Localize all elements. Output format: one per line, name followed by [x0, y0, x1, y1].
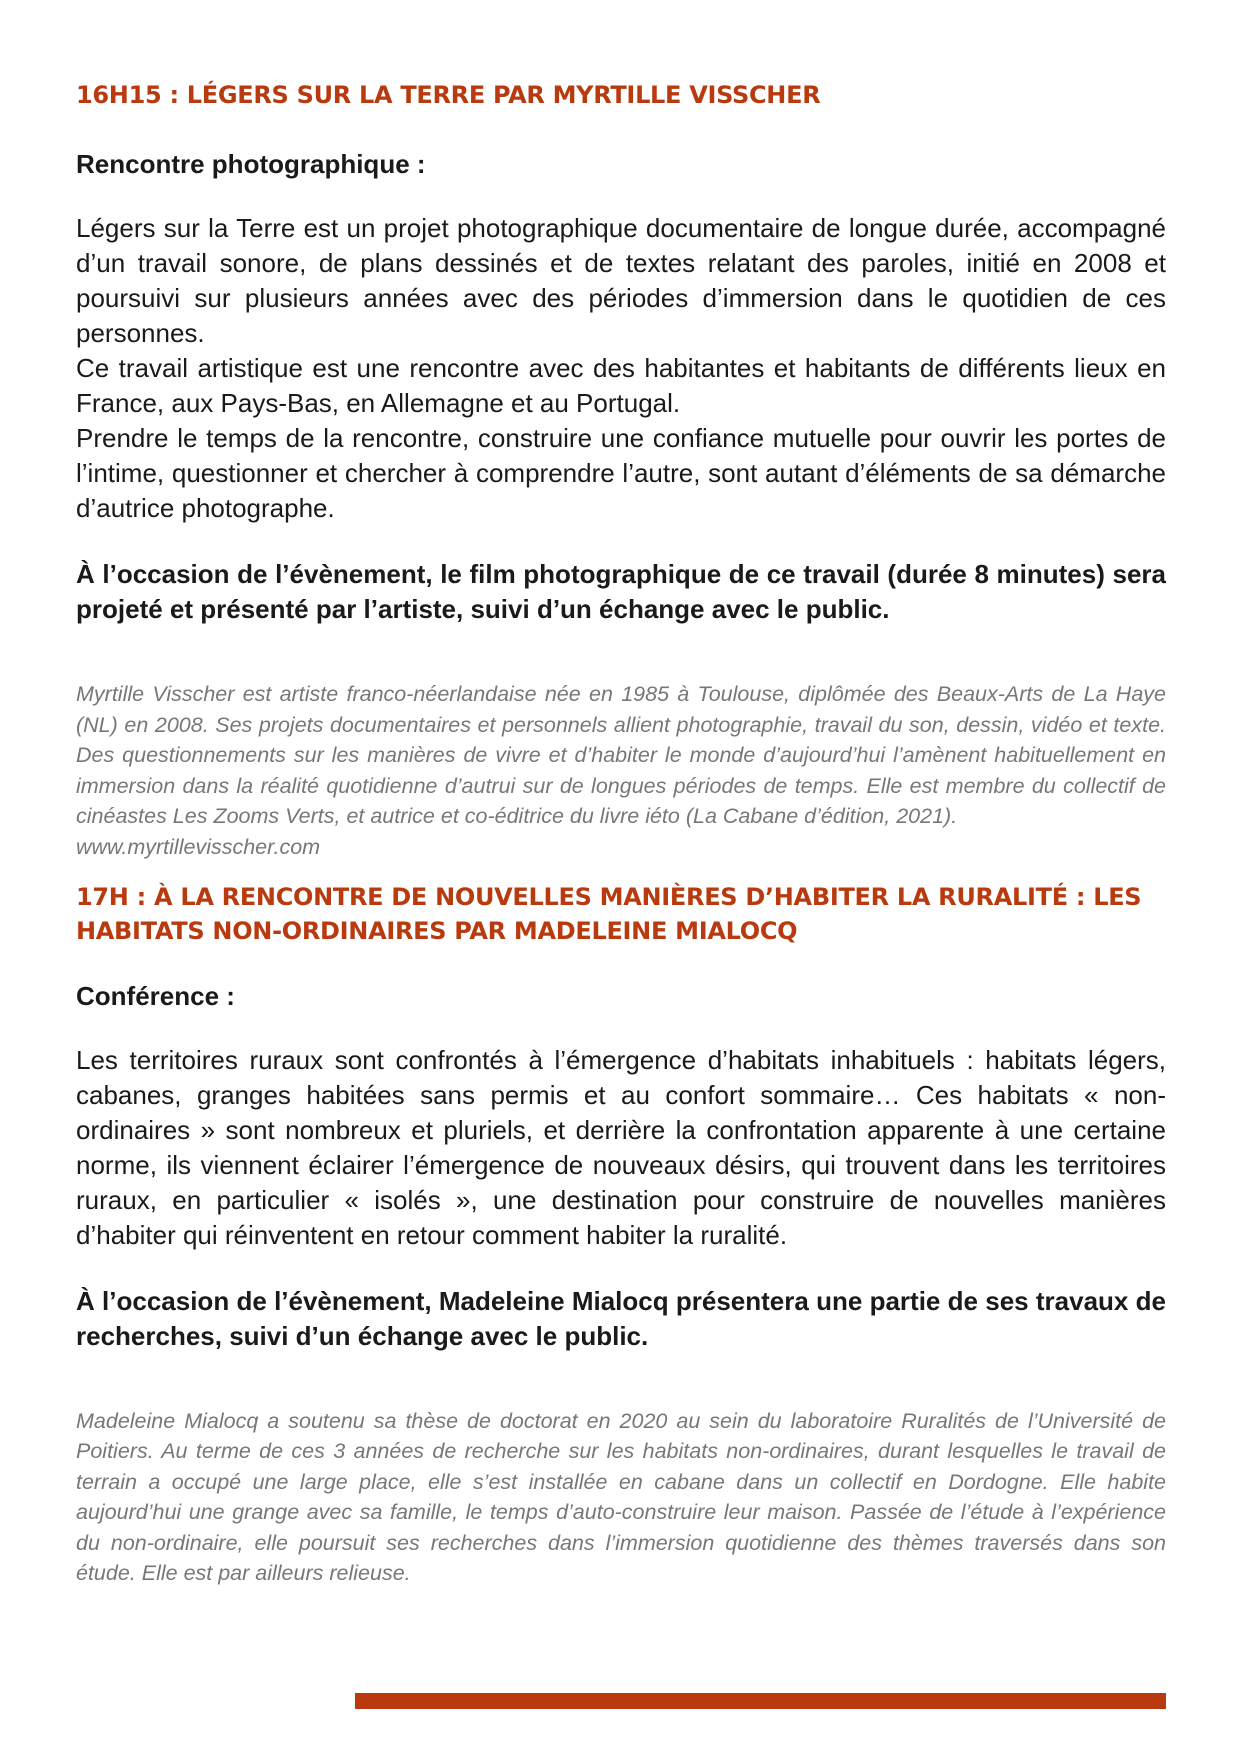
page-content [76, 78, 1166, 1589]
paragraph: Légers sur la Terre est un projet photographique documentaire de longue durée, accompagné d’un travail sonore, de plans dessinés et de textes relatant des paroles, initié en 2008 et poursuivi sur plusieurs années avec des périodes d’immersion dans le quotidien de ces personnes. [76, 213, 1166, 348]
paragraph: Ce travail artistique est une rencontre avec des habitantes et habitants de différents lieux en France, aux Pays-Bas, en Allemagne et au Portugal. [76, 353, 1166, 418]
subheading-rencontre: Rencontre photographique : [76, 149, 426, 179]
artist-bio: Myrtille Visscher est artiste franco-néerlandaise née en 1985 à Toulouse, diplômée des Beaux-Arts de La Haye (NL) en 2008. Ses projets documentaires et personnels allient photographie, travail du son, dessin, vidéo et texte. Des questionnements sur les manières de vivre et d’habiter le monde d’aujourd’hui l’amènent habituellement en immersion dans la réalité quotidienne d’autrui sur de longues périodes de temps. Elle est membre du collectif de cinéastes Les Zooms Verts, et autrice et co-éditrice du livre iéto (La Cabane d’édition, 2021). [76, 682, 1166, 828]
paragraph: Prendre le temps de la rencontre, construire une confiance mutuelle pour ouvrir les portes de l’intime, questionner et chercher à comprendre l’autre, sont autant d’éléments de sa démarche d’autrice photographe. [76, 423, 1166, 523]
subheading-conference: Conférence : [76, 980, 235, 1011]
event-highlight: À l’occasion de l’évènement, le film photographique de ce travail (durée 8 minutes) sera projeté et présenté par l’artiste, suivi d’un échange avec le public. [76, 559, 1166, 624]
website-link[interactable]: www.myrtillevisscher.com [76, 834, 321, 859]
footer-accent-bar [355, 1693, 1166, 1709]
paragraph: Les territoires ruraux sont confrontés à l’émergence d’habitats inhabituels : habitats légers, cabanes, granges habitées sans permis et au confort sommaire… Ces habitats « non-ordinaires » sont nombreux et pluriels, et derrière la confrontation apparente à une certaine norme, ils viennent éclairer l’émergence de nouveaux désirs, qui trouvent dans les territoires ruraux, en particulier « isolés », une destination pour construire de nouvelles manières d’habiter qui réinventent en retour comment habiter la ruralité. [76, 1044, 1166, 1250]
section-title-legers-sur-la-terre: 16H15 : LÉGERS SUR LA TERRE PAR MYRTILLE VISSCHER [76, 81, 821, 109]
event-highlight: À l’occasion de l’évènement, Madeleine Mialocq présentera une partie de ses travaux de recherches, suivi d’un échange avec le public. [76, 1285, 1166, 1351]
speaker-bio: Madeleine Mialocq a soutenu sa thèse de doctorat en 2020 au sein du laboratoire Ruralités de l’Université de Poitiers. Au terme de ces 3 années de recherche sur les habitats non-ordinaires, durant lesquelles le travail de terrain a occupé une large place, elle s’est installée en cabane dans un collectif en Dordogne. Elle habite aujourd’hui une grange avec sa famille, le temps d’auto-construire leur maison. Passée de l’étude à l’expérience du non-ordinaire, elle poursuit ses recherches dans l’immersion quotidienne des thèmes traversés dans son étude. Elle est par ailleurs relieuse. [76, 1408, 1166, 1585]
section-title-habitats-non-ordinaires: 17H : À LA RENCONTRE DE NOUVELLES MANIÈRES D’HABITER LA RURALITÉ : LES HABITATS NON-ORDINAIRES PAR MADELEINE MIALOCQ [76, 882, 1142, 945]
